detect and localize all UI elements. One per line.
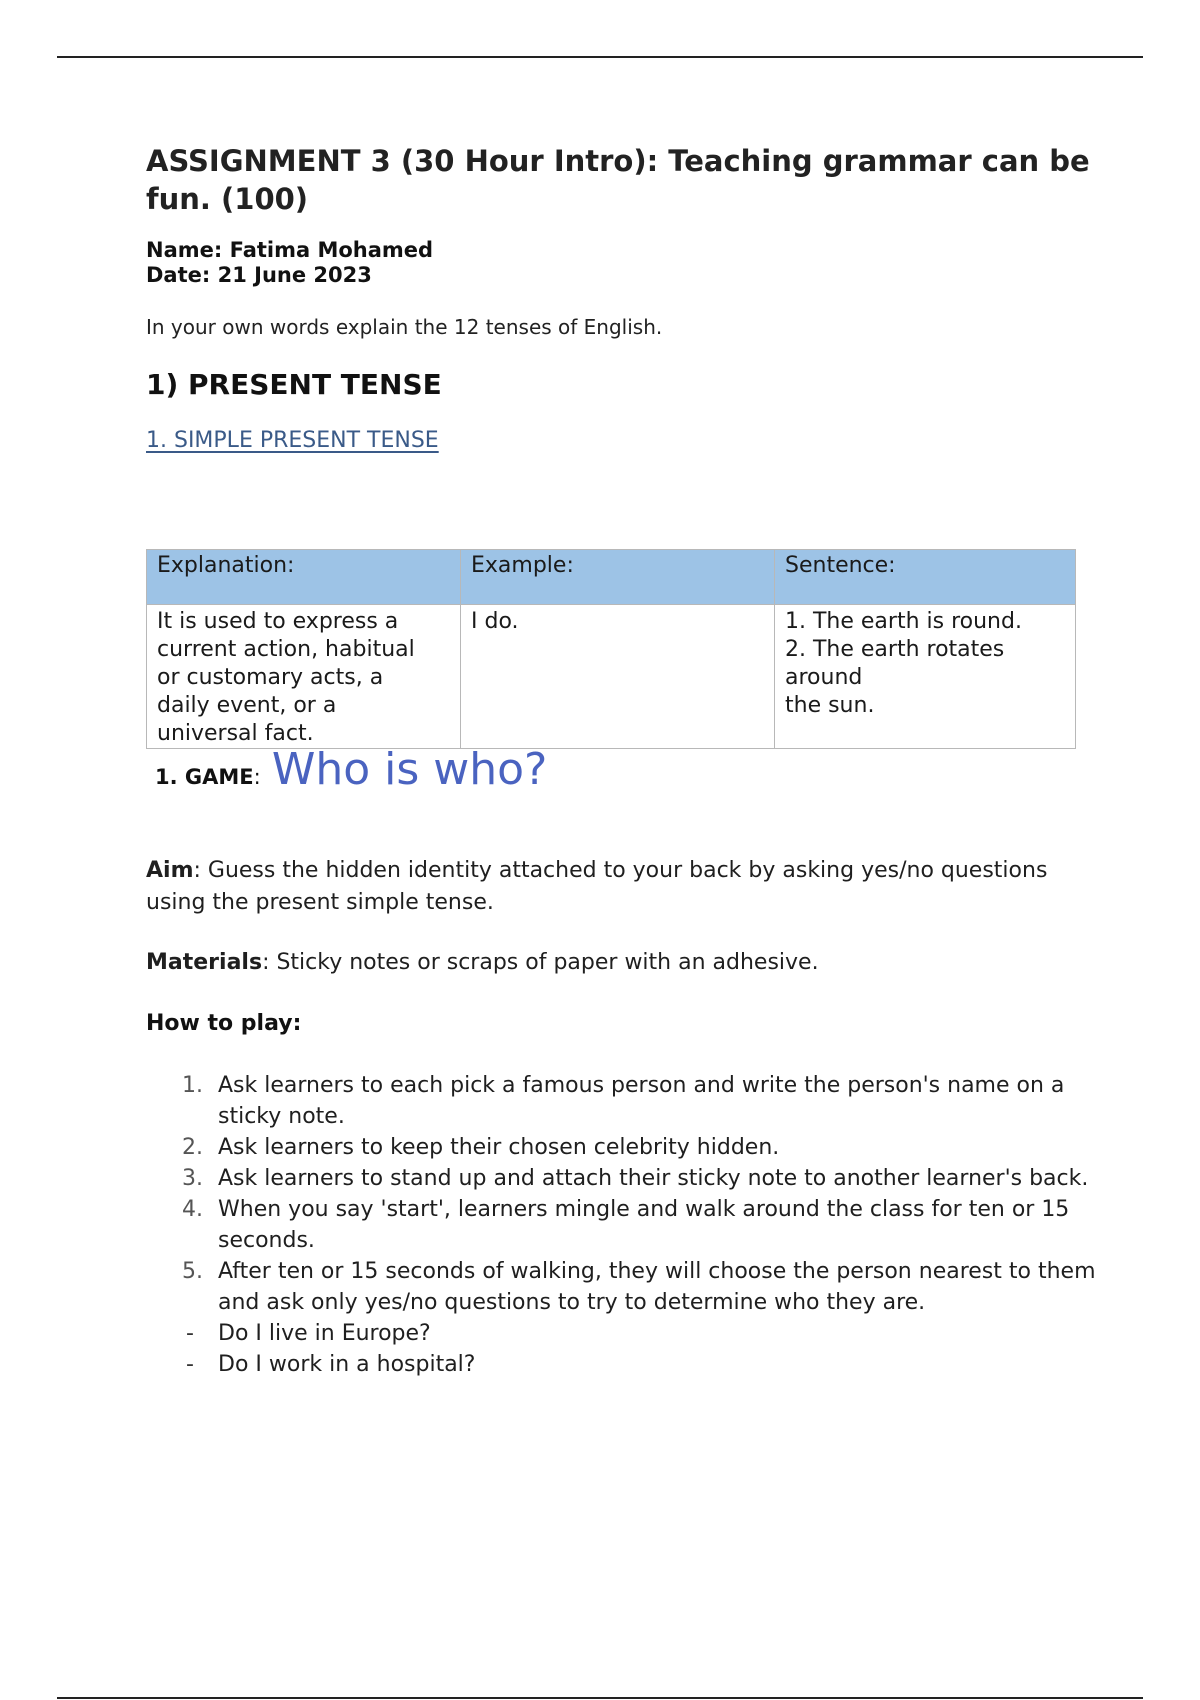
assignment-title: ASSIGNMENT 3 (30 Hour Intro): Teaching grammar can be fun. (100): [146, 144, 1090, 216]
sentence-line: 1. The earth is round.: [785, 609, 1022, 634]
example-question: [146, 1318, 1096, 1349]
game-label: 1. GAME: [155, 765, 254, 789]
sentence-line: 2. The earth rotates: [785, 637, 1005, 662]
game-colon: :: [253, 765, 261, 789]
materials-text: : Sticky notes or scraps of paper with an adhesive.: [262, 950, 819, 975]
game-materials: [146, 947, 1076, 979]
list-item: [146, 1070, 1096, 1132]
top-rule: [57, 56, 1143, 58]
header-sentence: Sentence:: [775, 550, 1076, 605]
game-steps-list: [146, 1070, 1096, 1380]
game-aim: [146, 855, 1076, 919]
step-text: After ten or 15 seconds of walking, they will choose the person nearest to them and ask only yes/no questions to try to determine who they are.: [218, 1259, 1096, 1315]
step-number: 1.: [182, 1073, 203, 1098]
explanation-line: universal fact.: [157, 721, 314, 746]
aim-label: Aim: [146, 858, 194, 883]
step-text: Ask learners to keep their chosen celebrity hidden.: [218, 1135, 780, 1160]
header-explanation: Explanation:: [147, 550, 461, 605]
example-question: [146, 1349, 1096, 1380]
how-to-play-heading: How to play:: [146, 1011, 302, 1036]
dash-bullet: -: [186, 1352, 194, 1377]
table-row: [147, 605, 1076, 749]
student-name: Name: Fatima Mohamed: [146, 238, 434, 262]
sentence-line: the sun.: [785, 693, 875, 718]
subsection-link-simple-present[interactable]: 1. SIMPLE PRESENT TENSE: [146, 428, 439, 453]
list-item: [146, 1163, 1096, 1194]
bottom-rule: [57, 1697, 1143, 1699]
aim-text: : Guess the hidden identity attached to your back by asking yes/no questions using the present simple tense.: [146, 858, 1048, 915]
materials-label: Materials: [146, 950, 263, 975]
step-text: When you say 'start', learners mingle and walk around the class for ten or 15 seconds.: [218, 1197, 1070, 1253]
submission-date: Date: 21 June 2023: [146, 263, 372, 287]
game-heading: [155, 744, 547, 795]
explanation-line: current action, habitual: [157, 637, 415, 662]
step-text: Ask learners to stand up and attach their sticky note to another learner's back.: [218, 1166, 1089, 1191]
step-number: 3.: [182, 1166, 203, 1191]
question-text: Do I work in a hospital?: [218, 1352, 476, 1377]
table-header-row: [147, 550, 1076, 605]
cell-sentence: [775, 605, 1076, 749]
step-number: 2.: [182, 1135, 203, 1160]
game-title: Who is who?: [271, 744, 548, 795]
question-text: Do I live in Europe?: [218, 1321, 431, 1346]
cell-explanation: [147, 605, 461, 749]
step-number: 5.: [182, 1259, 203, 1284]
assignment-instruction: In your own words explain the 12 tenses of English.: [146, 315, 663, 339]
list-item: [146, 1132, 1096, 1163]
cell-example: I do.: [461, 605, 775, 749]
dash-bullet: -: [186, 1321, 194, 1346]
sentence-line: around: [785, 665, 863, 690]
step-number: 4.: [182, 1197, 203, 1222]
simple-present-table: [146, 549, 1076, 749]
explanation-line: It is used to express a: [157, 609, 399, 634]
header-example: Example:: [461, 550, 775, 605]
explanation-line: or customary acts, a: [157, 665, 384, 690]
step-text: Ask learners to each pick a famous person and write the person's name on a sticky note.: [218, 1073, 1065, 1129]
student-info: [146, 238, 433, 288]
section-heading-present-tense: 1) PRESENT TENSE: [146, 368, 442, 401]
explanation-line: daily event, or a: [157, 693, 337, 718]
list-item: [146, 1194, 1096, 1256]
list-item: [146, 1256, 1096, 1318]
